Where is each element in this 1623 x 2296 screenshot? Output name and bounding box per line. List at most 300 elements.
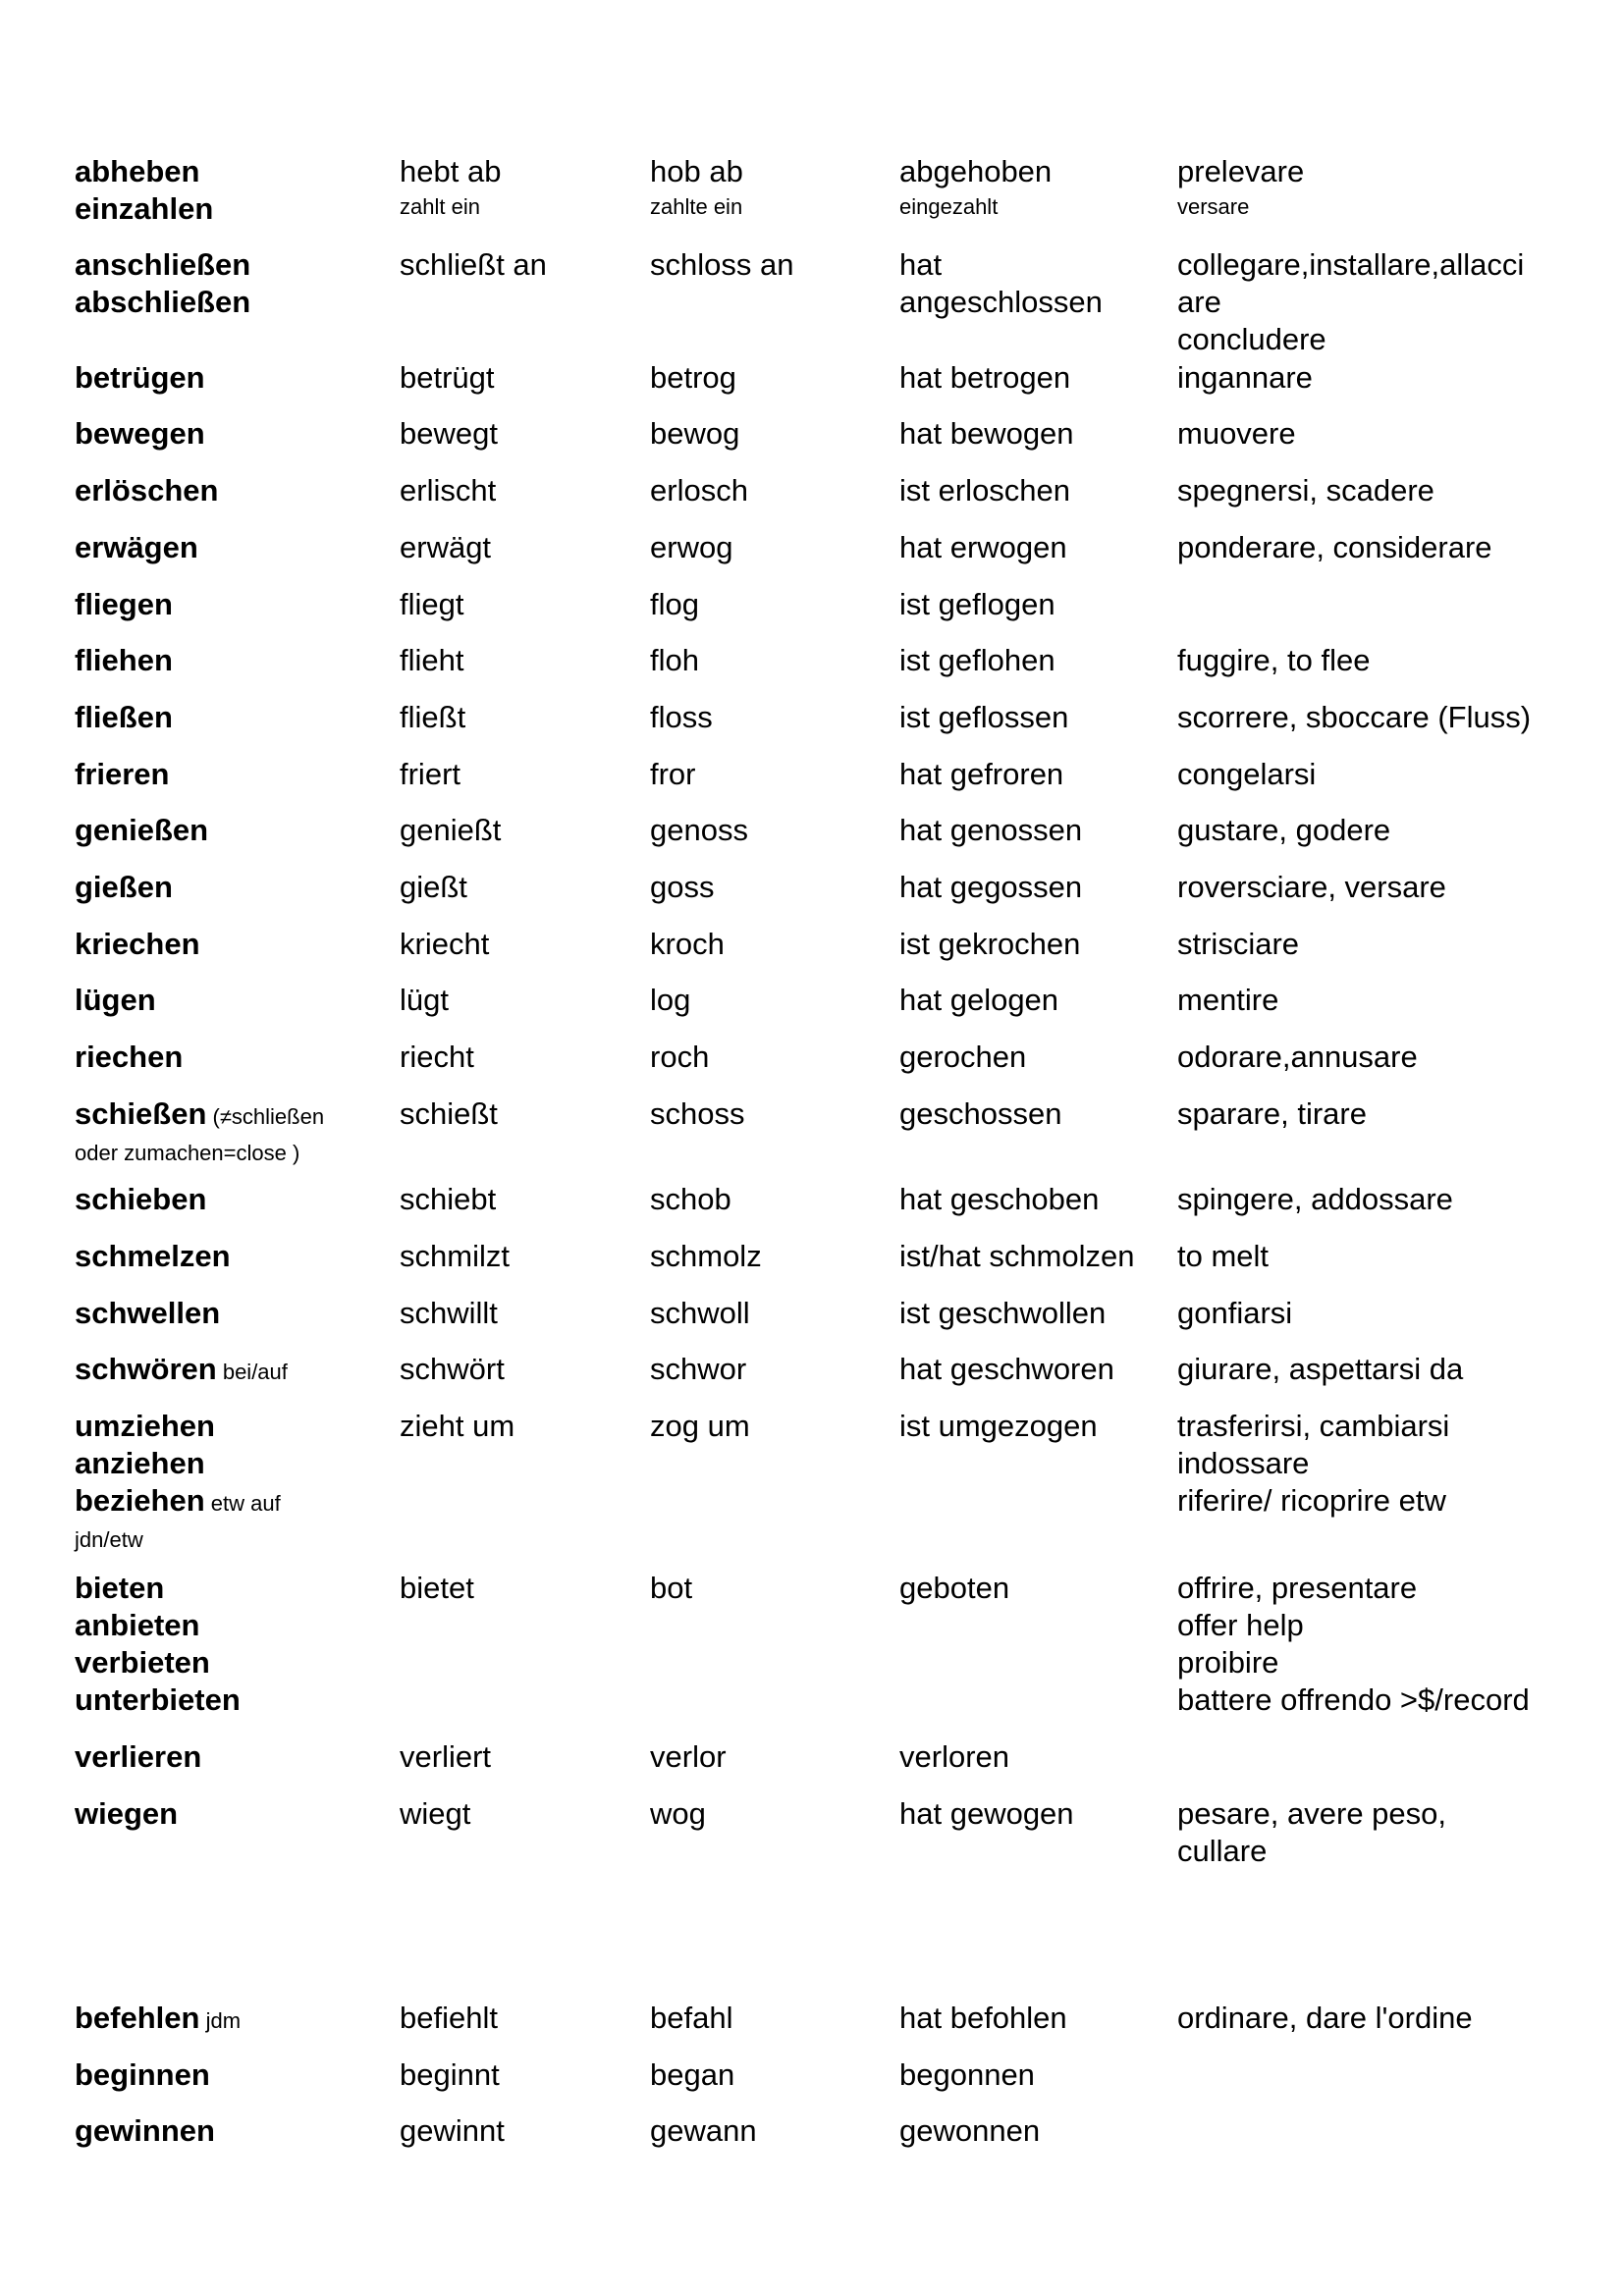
present-cell [400, 586, 640, 623]
infinitive-cell [75, 1738, 389, 1776]
past-cell-text: genoss [650, 813, 748, 847]
present-cell [400, 153, 640, 223]
participle-cell [899, 926, 1169, 963]
meaning-cell [1177, 1095, 1550, 1133]
present-cell-text: flieht [400, 643, 464, 677]
participle-cell-text: ist erloschen [899, 473, 1071, 507]
meaning-cell-text: scorrere, sboccare (Fluss) [1177, 700, 1532, 734]
meaning-cell [1177, 869, 1550, 906]
infinitive-line [75, 1039, 389, 1076]
infinitive-cell [75, 1181, 389, 1218]
participle-cell [899, 246, 1169, 321]
infinitive: verlieren [75, 1739, 202, 1774]
infinitive-line [75, 1795, 389, 1833]
past-cell [650, 586, 891, 623]
present-cell [400, 926, 640, 963]
participle-cell [899, 2000, 1169, 2037]
participle-cell [899, 869, 1169, 906]
present-cell [400, 1408, 640, 1445]
participle-cell-text: abgehoben [899, 154, 1053, 188]
present-cell [400, 1095, 640, 1133]
past-cell [650, 1238, 891, 1275]
meaning-cell-text: to melt [1177, 1239, 1270, 1273]
infinitive: abheben [75, 154, 200, 188]
past-cell-text: gewann [650, 2113, 757, 2148]
participle-cell-text: hat gelogen [899, 983, 1059, 1017]
infinitive-line [75, 1408, 389, 1445]
past-cell-text: befahl [650, 2001, 733, 2035]
infinitive: bieten [75, 1571, 165, 1605]
infinitive: bewegen [75, 416, 205, 451]
infinitive: fliegen [75, 587, 173, 621]
infinitive: schießen [75, 1096, 207, 1131]
infinitive-cell [75, 1295, 389, 1332]
infinitive-cell [75, 699, 389, 736]
infinitive-cell [75, 1408, 389, 1555]
present-cell [400, 1295, 640, 1332]
infinitive-cell [75, 1039, 389, 1076]
infinitive: lügen [75, 983, 156, 1017]
participle-cell-text: ist geschwollen [899, 1296, 1107, 1330]
present-cell-text: genießt [400, 813, 502, 847]
present-cell-text: wiegt [400, 1796, 471, 1831]
past-cell-text: flog [650, 587, 699, 621]
infinitive-line [75, 869, 389, 906]
meaning-cell-text: ponderare, considerare [1177, 530, 1492, 564]
participle-cell [899, 1095, 1169, 1133]
participle-cell-text: hat erwogen [899, 530, 1067, 564]
infinitive: wiegen [75, 1796, 179, 1831]
infinitive-line [75, 190, 389, 228]
infinitive-cell [75, 1795, 389, 1833]
infinitive-line [75, 1607, 389, 1644]
infinitive: anschließen [75, 247, 251, 282]
infinitive: verbieten [75, 1645, 210, 1680]
infinitive-cell [75, 246, 389, 321]
participle-cell-text: hat gegossen [899, 870, 1083, 904]
meaning-cell [1177, 1181, 1550, 1218]
participle-cell-text: ist geflohen [899, 643, 1055, 677]
participle-cell-text: begonnen [899, 2057, 1035, 2092]
participle-cell [899, 1738, 1169, 1776]
participle-cell-text: hat angeschlossen [899, 247, 1103, 319]
participle-cell-text: ist/hat schmolzen [899, 1239, 1135, 1273]
infinitive: anziehen [75, 1446, 205, 1480]
infinitive-cell [75, 642, 389, 679]
infinitive-line [75, 415, 389, 453]
present-cell-text: schiebt [400, 1182, 497, 1216]
participle-cell [899, 982, 1169, 1019]
infinitive-cell [75, 1570, 389, 1719]
infinitive-line [75, 2112, 389, 2150]
present-cell-text: kriecht [400, 927, 490, 961]
infinitive-line [75, 812, 389, 849]
past-cell-text: erlosch [650, 473, 748, 507]
present-cell-text: gießt [400, 870, 467, 904]
past-cell [650, 1039, 891, 1076]
infinitive-line [75, 1351, 389, 1391]
past-cell [650, 1570, 891, 1607]
infinitive-line [75, 1644, 389, 1682]
present-cell [400, 1795, 640, 1833]
meaning-cell [1177, 2000, 1550, 2037]
present-cell-text: fliegt [400, 587, 464, 621]
present-cell [400, 1181, 640, 1218]
past-cell-text: wog [650, 1796, 706, 1831]
meaning-cell [1177, 1795, 1550, 1870]
participle-cell-text: hat geschoben [899, 1182, 1100, 1216]
present-cell [400, 529, 640, 566]
past-cell-text: schob [650, 1182, 731, 1216]
infinitive-note: etw auf [204, 1491, 281, 1516]
participle-cell-text: gerochen [899, 1040, 1027, 1074]
present-cell-text: verliert [400, 1739, 492, 1774]
infinitive-line [75, 699, 389, 736]
participle-cell-text: hat bewogen [899, 416, 1074, 451]
past-cell [650, 1095, 891, 1133]
infinitive-cell [75, 869, 389, 906]
past-cell [650, 982, 891, 1019]
infinitive-line [75, 586, 389, 623]
meaning-cell-text: gustare, godere [1177, 813, 1391, 847]
participle-cell [899, 1181, 1169, 1218]
infinitive: frieren [75, 757, 170, 791]
meaning-cell-text: ordinare, dare l'ordine [1177, 2001, 1473, 2035]
past-cell-text: zog um [650, 1409, 750, 1443]
past-cell-subtext: zahlte ein [650, 194, 743, 219]
participle-cell-text: ist umgezogen [899, 1409, 1098, 1443]
past-cell [650, 153, 891, 223]
past-cell [650, 359, 891, 397]
present-cell-text: hebt ab [400, 154, 502, 188]
meaning-cell-text: odorare,annusare [1177, 1040, 1418, 1074]
past-cell [650, 1408, 891, 1445]
infinitive-line [75, 1570, 389, 1607]
meaning-cell-text: spegnersi, scadere [1177, 473, 1434, 507]
past-cell-text: bewog [650, 416, 740, 451]
infinitive-cell [75, 472, 389, 509]
past-cell-text: kroch [650, 927, 725, 961]
present-cell [400, 1738, 640, 1776]
past-cell-text: verlor [650, 1739, 727, 1774]
infinitive-cell [75, 529, 389, 566]
participle-cell [899, 359, 1169, 397]
infinitive-cell [75, 2000, 389, 2040]
present-cell-text: beginnt [400, 2057, 500, 2092]
infinitive: schwellen [75, 1296, 221, 1330]
meaning-cell [1177, 359, 1550, 397]
meaning-cell [1177, 756, 1550, 793]
present-cell-text: fließt [400, 700, 466, 734]
participle-cell-text: ist gekrochen [899, 927, 1081, 961]
participle-cell-text: ist geflossen [899, 700, 1069, 734]
present-cell-text: schließt an [400, 247, 547, 282]
present-cell-text: schwillt [400, 1296, 498, 1330]
past-cell-text: floh [650, 643, 699, 677]
infinitive-line [75, 1095, 389, 1136]
infinitive-line [75, 246, 389, 284]
meaning-cell [1177, 642, 1550, 679]
meaning-cell-text: spingere, addossare [1177, 1182, 1453, 1216]
meaning-cell-text: congelarsi [1177, 757, 1317, 791]
infinitive-note: oder zumachen=close ) [75, 1141, 300, 1165]
past-cell-text: began [650, 2057, 735, 2092]
participle-cell [899, 415, 1169, 453]
meaning-cell [1177, 1351, 1550, 1388]
infinitive-line [75, 472, 389, 509]
participle-cell [899, 1795, 1169, 1833]
meaning-cell [1177, 529, 1550, 566]
infinitive: beginnen [75, 2057, 210, 2092]
infinitive: kriechen [75, 927, 200, 961]
participle-cell [899, 1351, 1169, 1388]
infinitive-cell [75, 756, 389, 793]
present-cell [400, 869, 640, 906]
meaning-cell [1177, 1295, 1550, 1332]
infinitive-line [75, 1738, 389, 1776]
infinitive-line [75, 1682, 389, 1719]
infinitive: beziehen [75, 1483, 205, 1518]
infinitive-cell [75, 2112, 389, 2150]
infinitive-line [75, 642, 389, 679]
meaning-cell-text: fuggire, to flee [1177, 643, 1371, 677]
infinitive: abschließen [75, 285, 251, 319]
present-cell-text: bewegt [400, 416, 498, 451]
participle-cell [899, 699, 1169, 736]
past-cell [650, 2000, 891, 2037]
past-cell-text: roch [650, 1040, 710, 1074]
meaning-cell [1177, 1570, 1550, 1719]
present-cell-text: gewinnt [400, 2113, 505, 2148]
infinitive-cell [75, 982, 389, 1019]
past-cell-text: erwog [650, 530, 733, 564]
meaning-cell-text: gonfiarsi [1177, 1296, 1293, 1330]
infinitive-line [75, 1445, 389, 1482]
present-cell-text: lügt [400, 983, 449, 1017]
participle-cell [899, 1039, 1169, 1076]
infinitive-line [75, 926, 389, 963]
infinitive-note: bei/auf [216, 1360, 288, 1384]
infinitive-line [75, 756, 389, 793]
infinitive: erlöschen [75, 473, 219, 507]
meaning-cell [1177, 812, 1550, 849]
participle-cell [899, 756, 1169, 793]
participle-cell [899, 2112, 1169, 2150]
infinitive: befehlen [75, 2001, 200, 2035]
past-cell [650, 1181, 891, 1218]
meaning-cell-subtext: versare [1177, 194, 1250, 219]
past-cell [650, 2056, 891, 2094]
infinitive-line [75, 284, 389, 321]
present-cell [400, 982, 640, 1019]
participle-cell-text: gewonnen [899, 2113, 1041, 2148]
infinitive: umziehen [75, 1409, 215, 1443]
infinitive-cell [75, 2056, 389, 2094]
present-cell-text: zieht um [400, 1409, 515, 1443]
participle-cell-text: hat betrogen [899, 360, 1071, 395]
meaning-cell [1177, 246, 1550, 358]
present-cell [400, 1238, 640, 1275]
infinitive-cell [75, 586, 389, 623]
past-cell-text: schloss an [650, 247, 794, 282]
participle-cell [899, 529, 1169, 566]
past-cell [650, 756, 891, 793]
present-cell [400, 1570, 640, 1607]
meaning-cell-text: sparare, tirare [1177, 1096, 1367, 1131]
present-cell-text: betrügt [400, 360, 495, 395]
past-cell [650, 246, 891, 284]
infinitive-line [75, 359, 389, 397]
present-cell-text: erwägt [400, 530, 492, 564]
participle-cell-text: hat genossen [899, 813, 1083, 847]
meaning-cell-text: strisciare [1177, 927, 1300, 961]
past-cell [650, 812, 891, 849]
present-cell [400, 699, 640, 736]
meaning-cell-text: mentire [1177, 983, 1279, 1017]
participle-cell [899, 812, 1169, 849]
past-cell-text: floss [650, 700, 713, 734]
past-cell-text: bot [650, 1571, 693, 1605]
infinitive: einzahlen [75, 191, 214, 226]
infinitive: anbieten [75, 1608, 200, 1642]
infinitive-line [75, 1136, 389, 1168]
past-cell-text: log [650, 983, 691, 1017]
participle-cell-text: hat gewogen [899, 1796, 1074, 1831]
infinitive-line [75, 1522, 389, 1555]
meaning-cell [1177, 1238, 1550, 1275]
present-cell [400, 2112, 640, 2150]
infinitive-cell [75, 926, 389, 963]
past-cell [650, 642, 891, 679]
meaning-cell-text: giurare, aspettarsi da [1177, 1352, 1464, 1386]
infinitive-note: jdn/etw [75, 1527, 143, 1552]
past-cell-text: schwoll [650, 1296, 750, 1330]
participle-cell-text: hat geschworen [899, 1352, 1114, 1386]
participle-cell [899, 1408, 1169, 1445]
infinitive: fliehen [75, 643, 173, 677]
past-cell-text: schmolz [650, 1239, 762, 1273]
infinitive: gießen [75, 870, 173, 904]
past-cell-text: hob ab [650, 154, 743, 188]
present-cell [400, 642, 640, 679]
present-cell-text: schmilzt [400, 1239, 510, 1273]
infinitive: betrügen [75, 360, 205, 395]
present-cell-text: erlischt [400, 473, 497, 507]
present-cell-text: schwört [400, 1352, 505, 1386]
participle-cell [899, 1570, 1169, 1607]
participle-cell [899, 153, 1169, 223]
past-cell [650, 699, 891, 736]
participle-cell [899, 1295, 1169, 1332]
present-cell-text: schießt [400, 1096, 498, 1131]
infinitive: erwägen [75, 530, 198, 564]
present-cell-subtext: zahlt ein [400, 194, 480, 219]
past-cell [650, 1738, 891, 1776]
present-cell [400, 472, 640, 509]
infinitive-line [75, 529, 389, 566]
infinitive-cell [75, 415, 389, 453]
infinitive: riechen [75, 1040, 184, 1074]
infinitive-line [75, 982, 389, 1019]
present-cell [400, 1351, 640, 1388]
infinitive-cell [75, 1238, 389, 1275]
past-cell [650, 472, 891, 509]
meaning-cell [1177, 982, 1550, 1019]
meaning-cell-text: pesare, avere peso, cullare [1177, 1796, 1447, 1868]
participle-cell-text: geboten [899, 1571, 1010, 1605]
meaning-cell [1177, 1408, 1550, 1520]
participle-cell-text: ist geflogen [899, 587, 1055, 621]
participle-cell-text: hat befohlen [899, 2001, 1067, 2035]
meaning-cell-text: ingannare [1177, 360, 1313, 395]
meaning-cell-text: roversciare, versare [1177, 870, 1446, 904]
infinitive: unterbieten [75, 1682, 241, 1717]
infinitive: schwören [75, 1352, 217, 1386]
present-cell [400, 756, 640, 793]
infinitive-line [75, 153, 389, 190]
participle-cell-text: hat gefroren [899, 757, 1064, 791]
meaning-cell-text: prelevare [1177, 154, 1305, 188]
meaning-cell-text: offrire, presentare offer help proibire battere offrendo >$/record [1177, 1571, 1530, 1717]
past-cell [650, 1795, 891, 1833]
participle-cell [899, 642, 1169, 679]
infinitive-note: jdm [199, 2008, 242, 2033]
meaning-cell [1177, 699, 1550, 736]
participle-cell [899, 586, 1169, 623]
infinitive-cell [75, 1095, 389, 1168]
meaning-cell-text: trasferirsi, cambiarsi indossare riferire/ ricoprire etw [1177, 1409, 1450, 1518]
past-cell [650, 415, 891, 453]
infinitive-line [75, 1482, 389, 1522]
infinitive-line [75, 1238, 389, 1275]
present-cell [400, 415, 640, 453]
meaning-cell [1177, 1039, 1550, 1076]
present-cell [400, 1039, 640, 1076]
past-cell-text: fror [650, 757, 696, 791]
infinitive-line [75, 1295, 389, 1332]
past-cell [650, 1351, 891, 1388]
meaning-cell [1177, 415, 1550, 453]
present-cell-text: befiehlt [400, 2001, 498, 2035]
infinitive: schieben [75, 1182, 207, 1216]
infinitive-line [75, 1181, 389, 1218]
participle-cell-text: geschossen [899, 1096, 1062, 1131]
meaning-cell [1177, 472, 1550, 509]
past-cell-text: betrog [650, 360, 736, 395]
participle-cell [899, 1238, 1169, 1275]
present-cell [400, 2000, 640, 2037]
present-cell [400, 359, 640, 397]
past-cell-text: schwor [650, 1352, 747, 1386]
meaning-cell-text: collegare,installare,allacci are concludere [1177, 247, 1525, 356]
present-cell-text: riecht [400, 1040, 474, 1074]
participle-cell [899, 472, 1169, 509]
present-cell [400, 2056, 640, 2094]
infinitive: schmelzen [75, 1239, 231, 1273]
infinitive-cell [75, 1351, 389, 1391]
past-cell [650, 926, 891, 963]
infinitive-note: (≠schließen [206, 1104, 325, 1129]
past-cell [650, 1295, 891, 1332]
participle-cell [899, 2056, 1169, 2094]
present-cell-text: friert [400, 757, 460, 791]
infinitive-line [75, 2000, 389, 2040]
past-cell [650, 2112, 891, 2150]
meaning-cell [1177, 926, 1550, 963]
present-cell [400, 812, 640, 849]
infinitive-cell [75, 153, 389, 228]
infinitive: gewinnen [75, 2113, 215, 2148]
